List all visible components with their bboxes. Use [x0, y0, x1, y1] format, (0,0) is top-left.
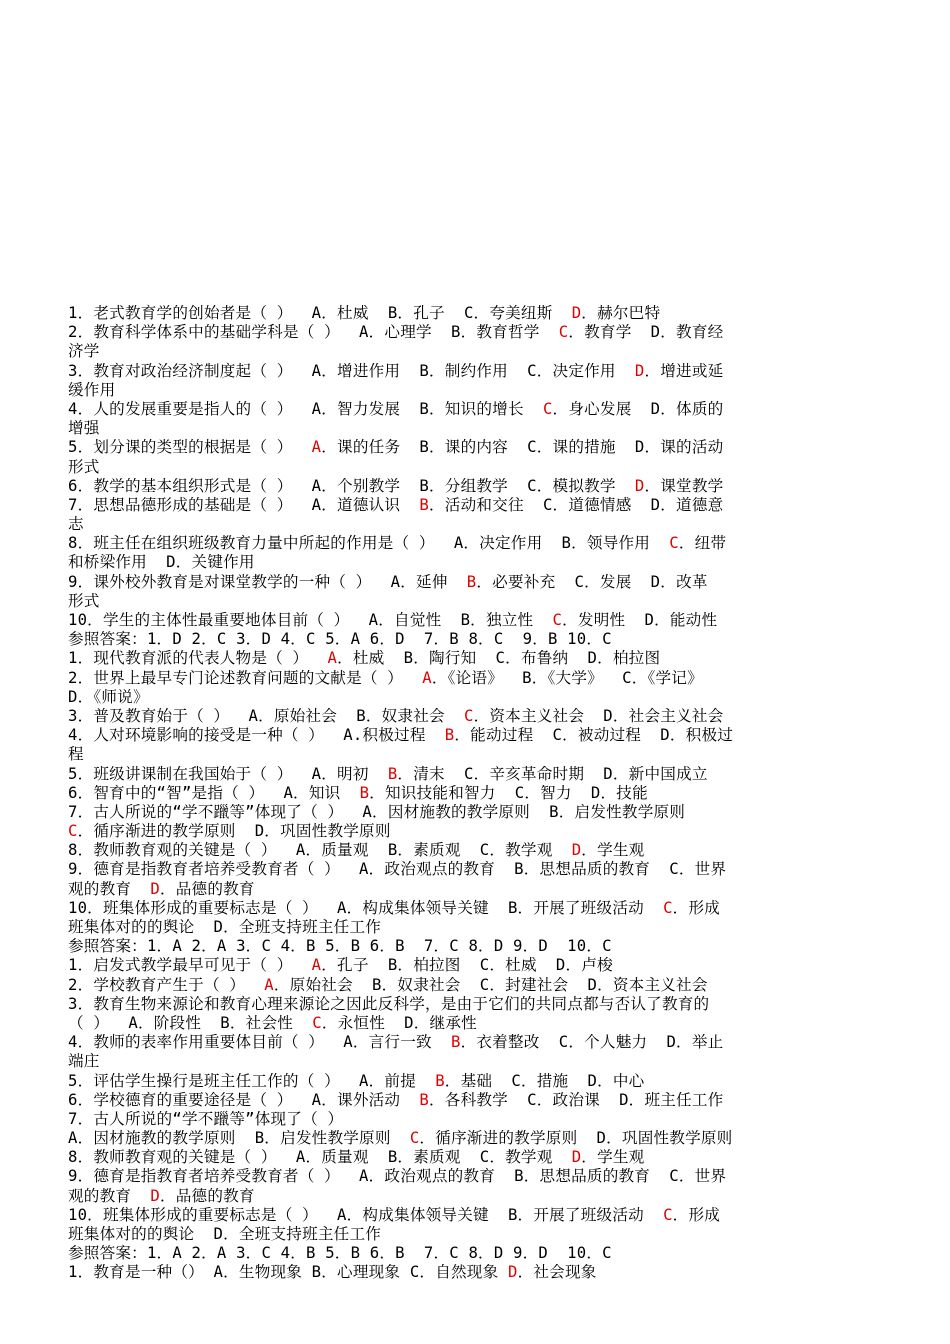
- document-body: [68, 304, 882, 1283]
- text-segment: 3．教育对政治经济制度起（ ） A．增进作用 B．制约作用 C．决定作用: [68, 361, 635, 380]
- text-segment: 形式: [68, 591, 100, 610]
- text-segment: ．品德的教育: [159, 879, 255, 898]
- text-line: [68, 765, 882, 784]
- answer-marker: B: [466, 572, 477, 591]
- text-segment: 1．启发式教学最早可见于（ ）: [68, 956, 312, 975]
- answer-marker: C: [542, 399, 553, 418]
- answer-marker: D: [571, 841, 582, 860]
- text-line: [68, 918, 882, 937]
- answer-marker: B: [419, 1090, 429, 1109]
- text-line: [68, 1187, 882, 1206]
- text-line: [68, 726, 882, 745]
- answer-marker: C: [558, 323, 569, 342]
- answer-marker: C: [68, 822, 78, 841]
- text-segment: 8．班主任在组织班级教育力量中所起的作用是（ ） A．决定作用 B．领导作用: [68, 534, 670, 553]
- text-segment: 8．教师教育观的关键是（ ） A．质量观 B．素质观 C．教学观: [68, 1148, 572, 1167]
- answer-marker: D: [634, 476, 645, 495]
- text-line: [68, 304, 882, 323]
- text-segment: 5．划分课的类型的根据是（ ）: [68, 438, 312, 457]
- answer-marker: B: [419, 495, 429, 514]
- text-line: [68, 1263, 882, 1282]
- answer-marker: A: [327, 649, 338, 668]
- text-line: [68, 1014, 882, 1033]
- text-segment: 4．人的发展重要是指人的（ ） A．智力发展 B．知识的增长: [68, 399, 543, 418]
- text-segment: 参照答案：1．A 2．A 3．C 4．B 5．B 6．B 7．C 8．D 9．D 10．C: [68, 937, 612, 956]
- text-line: [68, 438, 882, 457]
- text-line: [68, 1072, 882, 1091]
- text-segment: 志: [68, 515, 84, 534]
- text-line: [68, 534, 882, 553]
- answer-marker: C: [463, 706, 474, 725]
- text-line: [68, 496, 882, 515]
- text-segment: ．形成: [672, 1205, 721, 1224]
- text-segment: ．形成: [672, 898, 721, 917]
- text-segment: 1．教育是一种（） A．生物现象 B．心理现象 C．自然现象: [68, 1263, 508, 1282]
- answer-marker: D: [150, 1186, 160, 1205]
- text-line: [68, 1148, 882, 1167]
- text-segment: ．必要补充 C．发展 D．改革: [476, 572, 708, 591]
- text-line: [68, 707, 882, 726]
- answer-marker: C: [663, 1205, 673, 1224]
- answer-marker: D: [150, 879, 160, 898]
- text-segment: 4．人对环境影响的接受是一种（ ） A.积极过程: [68, 726, 445, 745]
- text-line: [68, 1206, 882, 1225]
- answer-marker: D: [571, 1148, 582, 1167]
- text-segment: 班集体对的的舆论 D．全班支持班主任工作: [68, 918, 382, 936]
- text-segment: ．教育学 D．教育经: [568, 323, 724, 342]
- text-segment: ．增进或延: [644, 361, 724, 380]
- text-segment: 6．教学的基本组织形式是（ ） A．个别教学 B．分组教学 C．模拟教学: [68, 476, 635, 495]
- text-segment: 形式: [68, 457, 100, 476]
- text-segment: ．身心发展 D．体质的: [552, 399, 724, 418]
- text-segment: 7．思想品德形成的基础是（ ） A．道德认识: [68, 495, 420, 514]
- text-line: [68, 1244, 882, 1263]
- text-segment: A．因材施教的教学原则 B．启发性教学原则: [68, 1129, 410, 1148]
- answer-marker: A: [264, 975, 274, 994]
- text-segment: 6．学校德育的重要途径是（ ） A．课外活动: [68, 1090, 420, 1109]
- text-segment: ．杜威 B．陶行知 C．布鲁纳 D．柏拉图: [337, 649, 661, 668]
- text-segment: ．知识技能和智力 C．智力 D．技能: [369, 783, 648, 802]
- answer-marker: C: [669, 534, 679, 553]
- text-line: [68, 1225, 882, 1244]
- text-segment: ．基础 C．措施 D．中心: [444, 1071, 645, 1090]
- text-segment: ．各科教学 C．政治课 D．班主任工作: [429, 1090, 724, 1109]
- text-segment: 5．班级讲课制在我国始于（ ） A．明初: [68, 764, 388, 783]
- text-segment: 8．教师教育观的关键是（ ） A．质量观 B．素质观 C．教学观: [68, 841, 572, 860]
- text-segment: 参照答案：1．D 2．C 3．D 4．C 5．A 6．D 7．B 8．C 9．B 10．C: [68, 630, 612, 649]
- text-segment: ．清末 C．辛亥革命时期 D．新中国成立: [397, 764, 708, 783]
- text-line: [68, 630, 882, 649]
- text-line: [68, 515, 882, 534]
- text-segment: 端庄: [68, 1052, 100, 1071]
- answer-marker: C: [552, 611, 563, 629]
- text-segment: ．资本主义社会 D．社会主义社会: [473, 706, 724, 725]
- text-segment: ．品德的教育: [159, 1186, 255, 1205]
- text-segment: ．衣着整改 C．个人魅力 D．举止: [460, 1033, 724, 1052]
- text-segment: 观的教育: [68, 879, 151, 898]
- text-line: [68, 1052, 882, 1071]
- text-segment: ．发明性 D．能动性: [562, 611, 718, 629]
- text-line: [68, 342, 882, 361]
- text-segment: 2．学校教育产生于（ ）: [68, 975, 265, 994]
- answer-marker: B: [444, 726, 455, 745]
- text-segment: 增强: [68, 419, 100, 438]
- text-segment: ．学生观: [581, 841, 645, 860]
- text-line: [68, 362, 882, 381]
- text-segment: ．《论语》 B．《大学》 C．《学记》: [431, 668, 703, 687]
- text-segment: 1．老式教育学的创始者是（ ） A．杜威 B．孔子 C．夸美纽斯: [68, 304, 572, 322]
- text-segment: ．永恒性 D．继承性: [321, 1013, 477, 1032]
- text-segment: ．纽带: [678, 534, 727, 553]
- answer-marker: A: [422, 668, 432, 687]
- text-line: [68, 323, 882, 342]
- text-line: [68, 976, 882, 995]
- text-line: [68, 1033, 882, 1052]
- text-line: [68, 784, 882, 803]
- text-segment: 5．评估学生操行是班主任工作的（ ） A．前提: [68, 1071, 436, 1090]
- text-segment: ．课的任务 B．课的内容 C．课的措施 D．课的活动: [321, 438, 724, 457]
- text-line: [68, 400, 882, 419]
- text-line: [68, 841, 882, 860]
- text-segment: 程: [68, 745, 84, 764]
- text-line: [68, 995, 882, 1014]
- text-segment: ．活动和交往 C．道德情感 D．道德意: [429, 495, 724, 514]
- text-line: [68, 1129, 882, 1148]
- text-line: [68, 860, 882, 879]
- text-line: [68, 937, 882, 956]
- text-line: [68, 899, 882, 918]
- text-segment: ．循序渐进的教学原则 D．巩固性教学原则: [419, 1129, 733, 1148]
- text-line: [68, 381, 882, 400]
- text-line: [68, 688, 882, 707]
- text-segment: 2．教育科学体系中的基础学科是（ ） A．心理学 B．教育哲学: [68, 323, 559, 342]
- text-line: [68, 803, 882, 822]
- answer-marker: B: [387, 764, 398, 783]
- text-segment: ．孔子 B．柏拉图 C．杜威 D．卢梭: [321, 956, 613, 975]
- answer-marker: A: [311, 438, 322, 457]
- text-segment: 6．智育中的“智”是指（ ） A．知识: [68, 783, 360, 802]
- text-line: [68, 611, 882, 630]
- text-segment: 4．教师的表率作用重要体目前（ ） A．言行一致: [68, 1033, 451, 1052]
- answer-marker: C: [663, 898, 673, 917]
- answer-marker: D: [507, 1263, 518, 1282]
- text-segment: 10．学生的主体性最重要地体目前（ ） A．自觉性 B．独立性: [68, 611, 553, 629]
- text-segment: 10．班集体形成的重要标志是（ ） A．构成集体领导关键 B．开展了班级活动: [68, 1205, 664, 1224]
- text-segment: ．学生观: [581, 1148, 645, 1167]
- text-line: [68, 573, 882, 592]
- text-line: [68, 745, 882, 764]
- text-segment: 缓作用: [68, 380, 116, 399]
- text-segment: ．原始社会 B．奴隶社会 C．封建社会 D．资本主义社会: [273, 975, 708, 994]
- text-line: [68, 822, 882, 841]
- answer-marker: C: [312, 1013, 322, 1032]
- text-line: [68, 1110, 882, 1129]
- answer-marker: A: [311, 956, 322, 975]
- text-segment: 参照答案：1．A 2．A 3．C 4．B 5．B 6．B 7．C 8．D 9．D 10．C: [68, 1244, 612, 1263]
- text-segment: 1．现代教育派的代表人物是（ ）: [68, 649, 328, 668]
- text-segment: 9．课外校外教育是对课堂教学的一种（ ） A．延伸: [68, 572, 467, 591]
- answer-marker: B: [359, 783, 370, 802]
- text-line: [68, 1167, 882, 1186]
- text-line: [68, 669, 882, 688]
- text-segment: ．社会现象: [517, 1263, 597, 1282]
- text-line: [68, 649, 882, 668]
- text-segment: ．课堂教学: [644, 476, 724, 495]
- text-line: [68, 553, 882, 572]
- text-segment: 3．普及教育始于（ ） A．原始社会 B．奴隶社会: [68, 706, 464, 725]
- text-segment: （ ） A．阶段性 B．社会性: [68, 1013, 313, 1032]
- text-segment: ．循序渐进的教学原则 D．巩固性教学原则: [77, 822, 391, 841]
- text-line: [68, 956, 882, 975]
- text-segment: 9．德育是指教育者培养受教育者（ ） A．政治观点的教育 B．思想品质的教育 C．世界: [68, 1167, 727, 1186]
- answer-marker: D: [571, 304, 582, 322]
- answer-marker: D: [634, 361, 645, 380]
- text-segment: 3．教育生物来源论和教育心理来源论之因此反科学，是由于它们的共同点都与否认了教育的: [68, 994, 710, 1013]
- text-segment: 班集体对的的舆论 D．全班支持班主任工作: [68, 1225, 382, 1243]
- text-line: [68, 419, 882, 438]
- text-line: [68, 458, 882, 477]
- answer-marker: B: [451, 1033, 461, 1052]
- text-line: [68, 477, 882, 496]
- answer-marker: C: [409, 1129, 420, 1148]
- text-segment: ．赫尔巴特: [581, 304, 661, 322]
- text-segment: 7．古人所说的“学不躐等”体现了（ ） A．因材施教的教学原则 B．启发性教学原则: [68, 802, 686, 821]
- text-segment: D．《师说》: [68, 687, 149, 706]
- text-line: [68, 1091, 882, 1110]
- text-segment: 济学: [68, 342, 100, 361]
- text-segment: 10．班集体形成的重要标志是（ ） A．构成集体领导关键 B．开展了班级活动: [68, 898, 664, 917]
- text-segment: ．能动过程 C．被动过程 D．积极过: [454, 726, 734, 745]
- text-segment: 9．德育是指教育者培养受教育者（ ） A．政治观点的教育 B．思想品质的教育 C．世界: [68, 860, 727, 879]
- text-segment: 7．古人所说的“学不躐等”体现了（ ）: [68, 1109, 344, 1128]
- text-segment: 观的教育: [68, 1186, 151, 1205]
- text-line: [68, 880, 882, 899]
- answer-marker: B: [435, 1071, 445, 1090]
- text-segment: 2．世界上最早专门论述教育问题的文献是（ ）: [68, 668, 423, 687]
- text-line: [68, 592, 882, 611]
- text-segment: 和桥梁作用 D．关键作用: [68, 553, 255, 572]
